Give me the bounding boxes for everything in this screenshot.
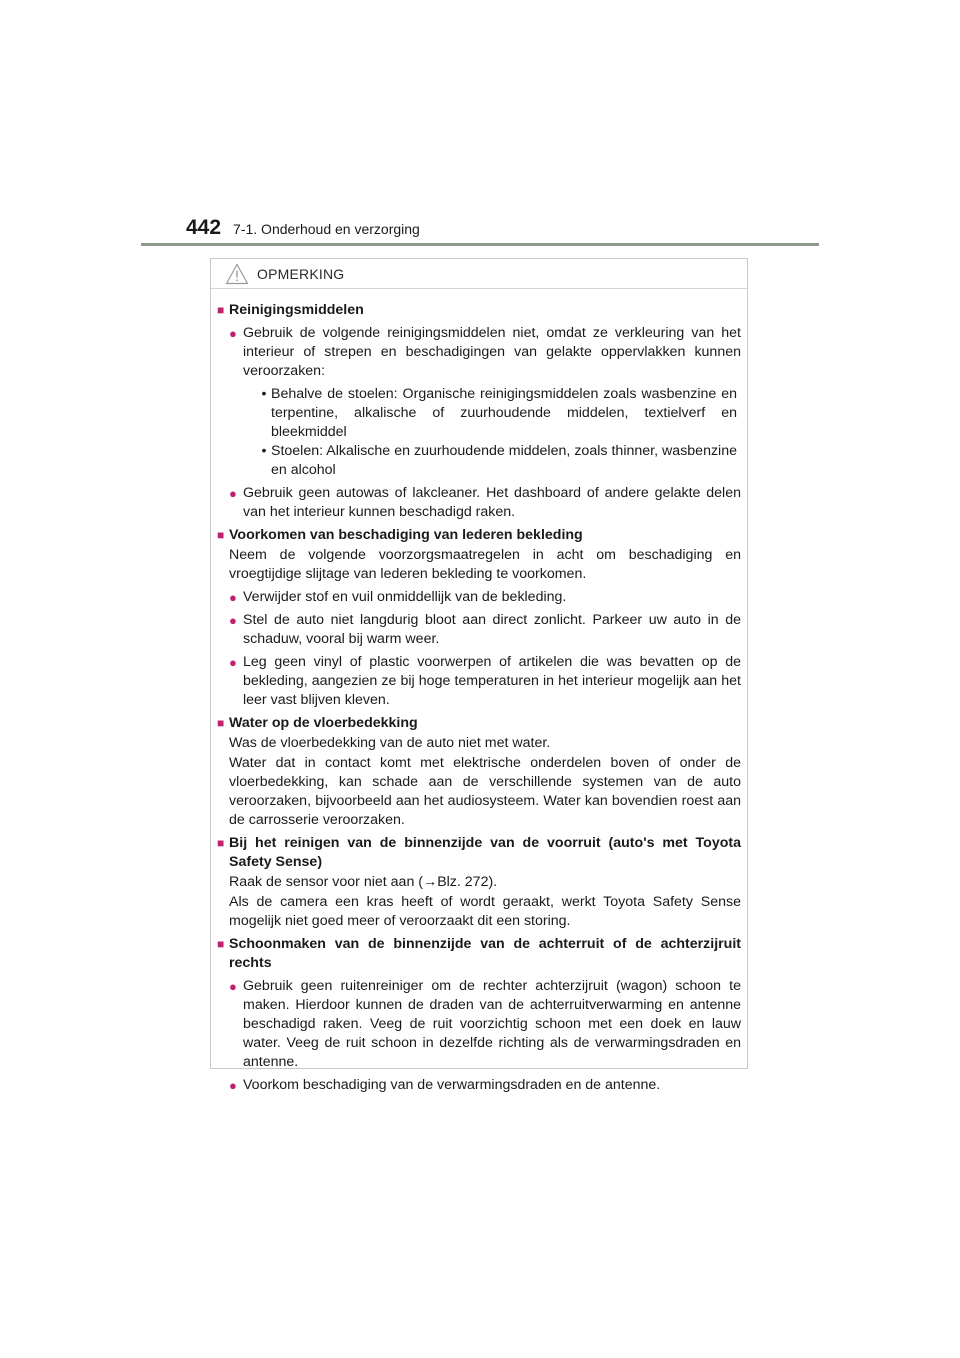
notice-title: OPMERKING [257, 265, 345, 282]
section-heading: ■ Bij het reinigen van de binnenzijde van de voorruit (auto's met Toyota Safety Sense) [217, 835, 741, 870]
sub-list-item: • Behalve de stoelen: Organische reinigingsmiddelen zoals wasbenzine en terpentine, alkalische of zuurhoudende middelen, textielverf en bleekmiddel [261, 386, 737, 440]
list-item: ● Gebruik de volgende reinigingsmiddelen niet, omdat ze verkleuring van het interieur of strepen en beschadigingen van gelakte oppervlakken kunnen veroorzaken: • Behalve de stoelen: Organische reinigingsmiddelen zoals wasbenzine en terpentine, alkalische of zuurhoudende middelen, textielverf en bleekmiddel • Stoelen: Alkalische en zuurhoudende middelen, zoals thinner, wasbenzine en alcohol [229, 325, 741, 478]
section-heading: ■ Schoonmaken van de binnenzijde van de achterruit of de achterzijruit rechts [217, 936, 741, 971]
warning-triangle-icon [225, 263, 249, 285]
section-heading: ■ Voorkomen van beschadiging van lederen bekleding [217, 527, 583, 543]
paragraph: Raak de sensor voor niet aan (→Blz. 272). [229, 874, 498, 890]
square-icon: ■ [217, 303, 225, 317]
notice-header [211, 259, 747, 289]
paragraph: Was de vloerbedekking van de auto niet met water. [229, 735, 551, 751]
circle-icon: ● [229, 590, 237, 605]
list-item: ● Gebruik geen ruitenreiniger om de rechter achterzijruit (wagon) schoon te maken. Hierdoor kunnen de draden van de achterruitverwarming en antenne beschadigd raken. Veeg de ruit voorzichtig schoon met een doek en lauw water. Veeg de ruit schoon in dezelfde richting als de verwarmingsdraden en antenne. [229, 978, 741, 1070]
circle-icon: ● [229, 655, 237, 670]
page-header [186, 216, 420, 240]
paragraph: Water dat in contact komt met elektrische onderdelen boven of onder de vloerbedekking, kan schade aan de verschillende systemen van de auto veroorzaken, bijvoorbeeld aan het audiosysteem. Water kan bovendien roest aan de carrosserie veroorzaken. [229, 755, 741, 828]
notice-box [210, 258, 748, 1093]
paragraph: Neem de volgende voorzorgsmaatregelen in acht om beschadiging en vroegtijdige slijtage van lederen bekleding te voorkomen. [229, 547, 741, 582]
page-number: 442 [186, 216, 222, 239]
square-icon: ■ [217, 528, 225, 542]
circle-icon: ● [229, 326, 237, 341]
square-icon: ■ [217, 836, 225, 850]
list-item: ● Stel de auto niet langdurig bloot aan direct zonlicht. Parkeer uw auto in de schaduw, vooral bij warm weer. [229, 612, 741, 647]
header-rule [141, 243, 819, 246]
section-content [217, 546, 741, 710]
square-icon: ■ [217, 716, 225, 730]
square-icon: ■ [217, 937, 225, 951]
circle-icon: ● [229, 1078, 237, 1093]
paragraph: Als de camera een kras heeft of wordt geraakt, werkt Toyota Safety Sense mogelijk niet goed meer of veroorzaakt dit een storing. [229, 894, 741, 929]
circle-icon: ● [229, 979, 237, 994]
section-content [217, 324, 741, 522]
section-title: 7-1. Onderhoud en verzorging [233, 221, 420, 237]
list-item: ● Verwijder stof en vuil onmiddellijk van de bekleding. [229, 589, 567, 605]
list-item: ● Voorkom beschadiging van de verwarmingsdraden en de antenne. [229, 1077, 661, 1093]
section-heading: ■ Reinigingsmiddelen [217, 302, 364, 318]
section-heading: ■ Water op de vloerbedekking [217, 715, 418, 731]
sub-list-item: • Stoelen: Alkalische en zuurhoudende middelen, zoals thinner, wasbenzine en alcohol [261, 443, 737, 478]
circle-icon: ● [229, 613, 237, 628]
circle-icon: ● [229, 486, 237, 501]
list-item: ● Gebruik geen autowas of lakcleaner. Het dashboard of andere gelakte delen van het interieur kunnen beschadigd raken. [229, 485, 741, 520]
list-item: ● Leg geen vinyl of plastic voorwerpen of artikelen die was bevatten op de bekleding, aangezien ze bij hoge temperaturen in het interieur mogelijk aan het leer vast blijven kleven. [229, 654, 741, 708]
section-content [217, 734, 741, 830]
notice-body [211, 289, 747, 1095]
section-content [217, 977, 741, 1095]
section-content [217, 873, 741, 931]
